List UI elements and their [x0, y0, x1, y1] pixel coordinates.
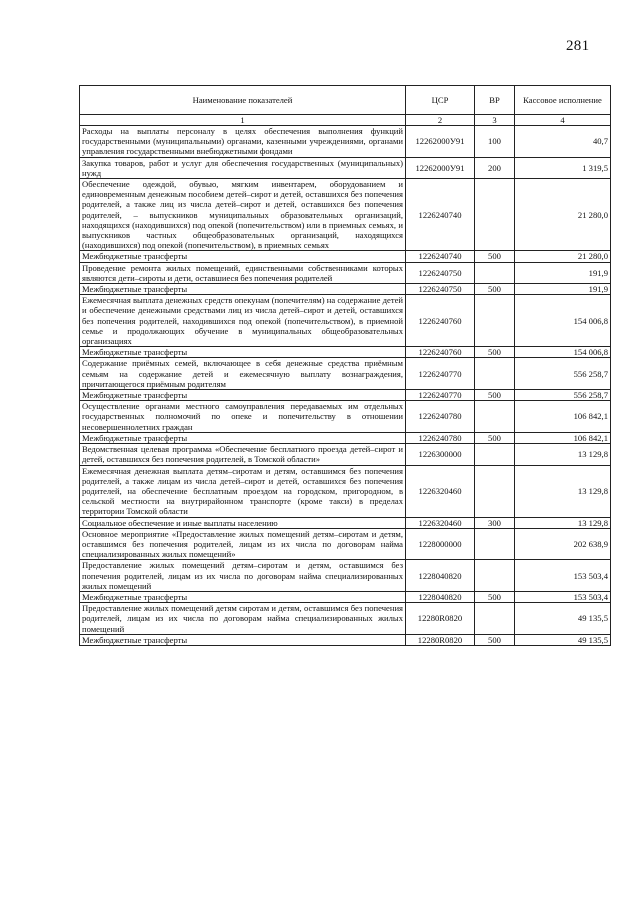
cell-csr: 1226300000: [406, 444, 475, 465]
header-name: Наименование показателей: [80, 86, 406, 115]
cell-sum: 154 006,8: [515, 347, 611, 358]
table-row: [80, 401, 611, 433]
cell-vr: 100: [475, 126, 515, 158]
cell-name: Межбюджетные трансферты: [80, 591, 406, 602]
cell-csr: 1228040820: [406, 560, 475, 592]
table-header: [80, 86, 611, 126]
cell-sum: 21 280,0: [515, 251, 611, 262]
cell-csr: 1226240780: [406, 432, 475, 443]
cell-vr: [475, 444, 515, 465]
table-row: [80, 465, 611, 517]
table-body: [80, 126, 611, 646]
cell-name: Предоставление жилых помещений детям сиротам и детям, оставшимся без попечения родителей, лицам из их числа по договорам найма специализированных жилых помещений: [80, 603, 406, 635]
column-number: 2: [406, 115, 475, 126]
cell-csr: 1226320460: [406, 517, 475, 528]
table-row: [80, 517, 611, 528]
cell-csr: 1226240770: [406, 390, 475, 401]
cell-csr: 1226240750: [406, 262, 475, 283]
cell-vr: 500: [475, 347, 515, 358]
cell-sum: 106 842,1: [515, 432, 611, 443]
cell-csr: 1228000000: [406, 528, 475, 560]
column-number-row: [80, 115, 611, 126]
cell-sum: 13 129,8: [515, 444, 611, 465]
header-vr: ВР: [475, 86, 515, 115]
table-row: [80, 432, 611, 443]
cell-name: Ведомственная целевая программа «Обеспечение бесплатного проезда детей–сирот и детей, оставшихся без попечения родителей, в Томской области»: [80, 444, 406, 465]
cell-sum: 556 258,7: [515, 390, 611, 401]
table-row: [80, 262, 611, 283]
cell-sum: 154 006,8: [515, 295, 611, 347]
table-row: [80, 284, 611, 295]
cell-sum: 13 129,8: [515, 517, 611, 528]
cell-name: Межбюджетные трансферты: [80, 251, 406, 262]
table-row: [80, 528, 611, 560]
cell-vr: [475, 179, 515, 251]
table-row: [80, 591, 611, 602]
cell-vr: 200: [475, 157, 515, 178]
cell-vr: [475, 603, 515, 635]
cell-name: Ежемесячная выплата денежных средств опекунам (попечителям) на содержание детей и обеспечение денежными средствами лиц из числа детей–сирот и детей, оставшихся без попечения родителей, находившихся под опекой (попечительством), в приемной семье и продолжающих обучение в муниципальных общеобразовательных организациях: [80, 295, 406, 347]
table-row: [80, 603, 611, 635]
column-number: 1: [80, 115, 406, 126]
cell-csr: 12262000У91: [406, 126, 475, 158]
cell-sum: 40,7: [515, 126, 611, 158]
cell-sum: 1 319,5: [515, 157, 611, 178]
table-row: [80, 251, 611, 262]
cell-vr: 500: [475, 390, 515, 401]
cell-name: Межбюджетные трансферты: [80, 634, 406, 645]
cell-sum: 49 135,5: [515, 603, 611, 635]
cell-vr: [475, 401, 515, 433]
header-sum: Кассовое исполнение: [515, 86, 611, 115]
cell-sum: 13 129,8: [515, 465, 611, 517]
cell-name: Ежемесячная денежная выплата детям–сиротам и детям, оставшимся без попечения родителей, а также лицам из числа детей–сирот и детей, оставшихся без попечения родителей, на обеспечение бесплатным проездом на городском, пригородном, в сельской местности на внутрирайонном транспорте (кроме такси) в пределах территории Томской области: [80, 465, 406, 517]
cell-csr: 1226240770: [406, 358, 475, 390]
column-number: 4: [515, 115, 611, 126]
table-row: [80, 560, 611, 592]
table-row: [80, 444, 611, 465]
cell-sum: 191,9: [515, 262, 611, 283]
cell-name: Межбюджетные трансферты: [80, 432, 406, 443]
cell-csr: 12280R0820: [406, 634, 475, 645]
cell-name: Межбюджетные трансферты: [80, 347, 406, 358]
cell-vr: 500: [475, 591, 515, 602]
table-row: [80, 358, 611, 390]
cell-name: Обеспечение одеждой, обувью, мягким инвентарем, оборудованием и единовременным денежным пособием детей–сирот и детей, оставшихся без попечения родителей, а также лиц из числа детей–сирот и детей, оставшихся без попечения родителей, – выпускников муниципальных образовательных организаций, находящихся (находившихся) под опекой (попечительством) или в приемных семьях, и выпускников частных общеобразовательных организаций, находящихся (находившихся) под опекой (попечительством), в приемных семьях: [80, 179, 406, 251]
cell-csr: 1226240740: [406, 251, 475, 262]
cell-csr: 1226240760: [406, 347, 475, 358]
table-row: [80, 179, 611, 251]
table-row: [80, 390, 611, 401]
cell-sum: 106 842,1: [515, 401, 611, 433]
cell-name: Социальное обеспечение и иные выплаты населению: [80, 517, 406, 528]
table-row: [80, 347, 611, 358]
table-row: [80, 126, 611, 158]
cell-sum: 49 135,5: [515, 634, 611, 645]
cell-name: Межбюджетные трансферты: [80, 284, 406, 295]
cell-csr: 12280R0820: [406, 603, 475, 635]
cell-name: Расходы на выплаты персоналу в целях обеспечения выполнения функций государственными (муниципальными) органами, казенными учреждениями, органами управления государственными внебюджетными фондами: [80, 126, 406, 158]
cell-csr: 1226240760: [406, 295, 475, 347]
cell-sum: 153 503,4: [515, 560, 611, 592]
cell-csr: 1226240740: [406, 179, 475, 251]
cell-csr: 1226240780: [406, 401, 475, 433]
cell-csr: 1226240750: [406, 284, 475, 295]
cell-vr: [475, 465, 515, 517]
cell-name: Осуществление органами местного самоуправления передаваемых им отдельных государственных полномочий по опеке и попечительству в отношении несовершеннолетних граждан: [80, 401, 406, 433]
column-number: 3: [475, 115, 515, 126]
cell-name: Межбюджетные трансферты: [80, 390, 406, 401]
cell-sum: 202 638,9: [515, 528, 611, 560]
cell-name: Основное мероприятие «Предоставление жилых помещений детям–сиротам и детям, оставшимся без попечения родителей, лицам из их числа по договорам найма специализированных жилых помещений»: [80, 528, 406, 560]
table-row: [80, 634, 611, 645]
cell-sum: 556 258,7: [515, 358, 611, 390]
cell-vr: [475, 295, 515, 347]
table-row: [80, 295, 611, 347]
page-number: 281: [566, 38, 590, 54]
cell-vr: [475, 528, 515, 560]
cell-vr: [475, 358, 515, 390]
cell-name: Предоставление жилых помещений детям–сиротам и детям, оставшимся без попечения родителей, лицам из их числа по договорам найма специализированных жилых помещений: [80, 560, 406, 592]
cell-vr: 500: [475, 251, 515, 262]
cell-csr: 12262000У91: [406, 157, 475, 178]
cell-name: Закупка товаров, работ и услуг для обеспечения государственных (муниципальных) нужд: [80, 157, 406, 178]
cell-sum: 191,9: [515, 284, 611, 295]
cell-vr: 300: [475, 517, 515, 528]
table-row: [80, 157, 611, 178]
cell-csr: 1226320460: [406, 465, 475, 517]
cell-vr: [475, 262, 515, 283]
budget-table: [79, 85, 611, 646]
cell-name: Содержание приёмных семей, включающее в себя денежные средства приёмным семьям на содержание детей и ежемесячную выплату вознаграждения, причитающегося приёмным родителям: [80, 358, 406, 390]
cell-sum: 153 503,4: [515, 591, 611, 602]
cell-vr: 500: [475, 284, 515, 295]
cell-sum: 21 280,0: [515, 179, 611, 251]
cell-vr: 500: [475, 634, 515, 645]
cell-vr: 500: [475, 432, 515, 443]
cell-vr: [475, 560, 515, 592]
header-csr: ЦСР: [406, 86, 475, 115]
cell-csr: 1228040820: [406, 591, 475, 602]
cell-name: Проведение ремонта жилых помещений, единственными собственниками которых являются дети–сироты и дети, оставшиеся без попечения родителей: [80, 262, 406, 283]
